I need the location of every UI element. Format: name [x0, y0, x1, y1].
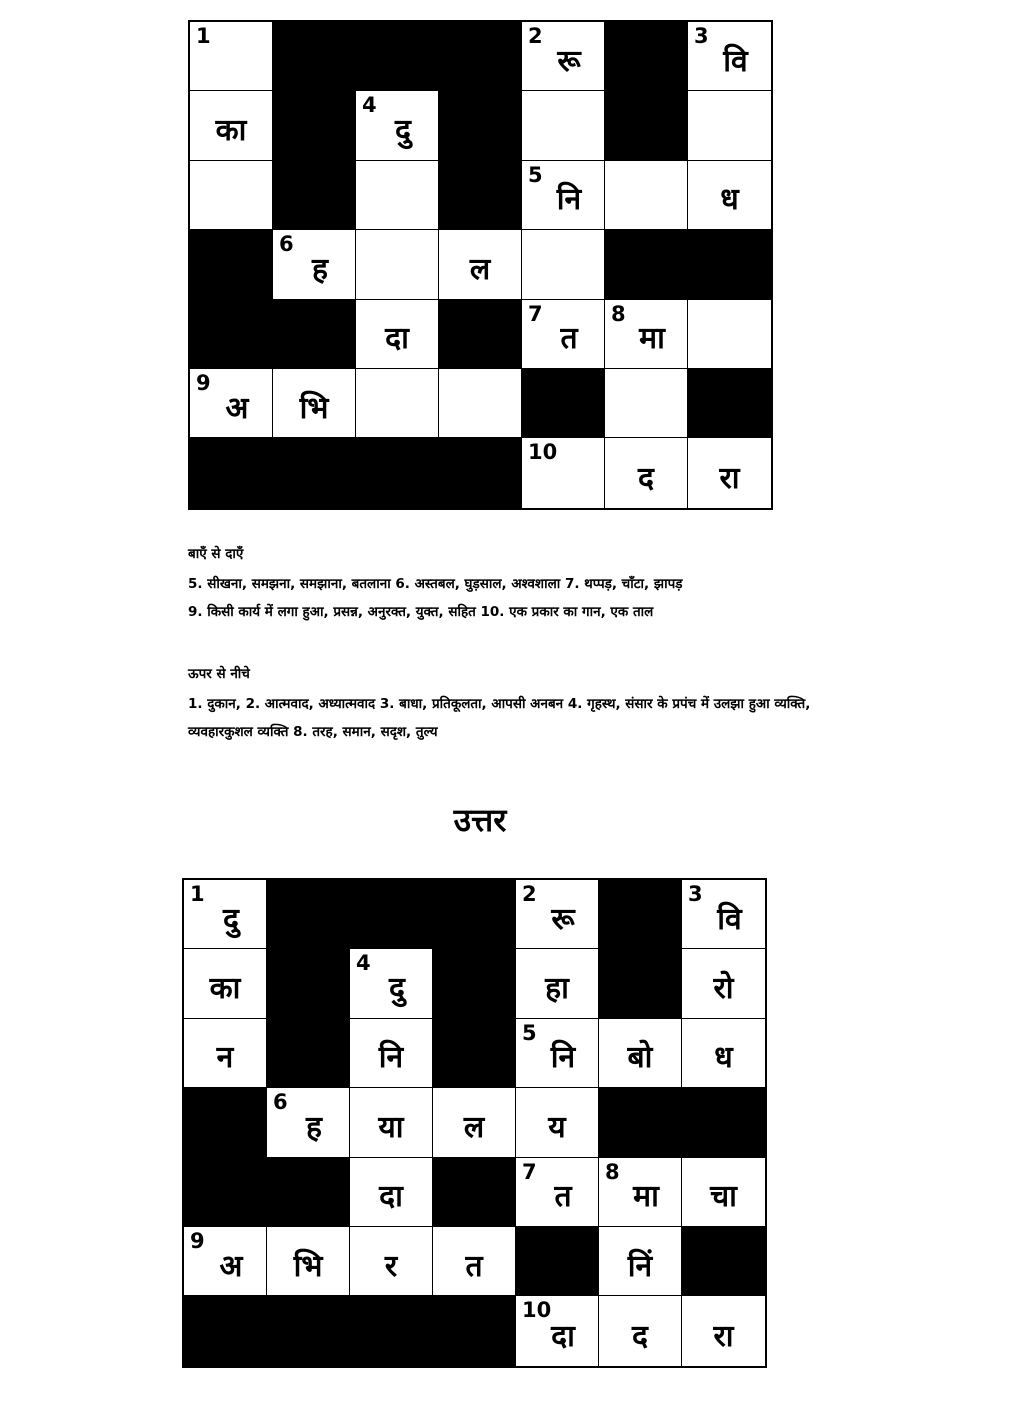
clue-number: 6	[273, 1090, 288, 1115]
black-cell	[605, 91, 688, 160]
clue-number: 5	[528, 162, 543, 187]
white-cell[interactable]	[356, 230, 439, 299]
cell-letter	[356, 161, 438, 229]
cell-letter: नि	[556, 182, 582, 218]
black-cell	[267, 880, 350, 949]
black-cell	[267, 949, 350, 1018]
white-cell[interactable]	[522, 230, 605, 299]
cell-letter: त	[554, 1179, 572, 1215]
white-cell	[516, 1019, 599, 1088]
cell-letter: ल	[463, 1109, 485, 1145]
cell-letter: मा	[633, 1179, 659, 1215]
cell-letter	[688, 91, 771, 159]
across-clues	[188, 540, 828, 626]
white-cell	[350, 949, 433, 1018]
cell-letter: रा	[719, 460, 740, 496]
clue-number: 5	[522, 1020, 537, 1045]
black-cell	[599, 949, 682, 1018]
cell-letter	[522, 230, 604, 298]
white-cell	[184, 949, 267, 1018]
white-cell	[184, 1019, 267, 1088]
white-cell	[350, 1019, 433, 1088]
cell-letter	[356, 369, 438, 437]
across-clue-line: 9. किसी कार्य में लगा हुआ, प्रसन्न, अनुरक्त, युक्त, सहित 10. एक प्रकार का गान, एक ताल	[188, 604, 654, 620]
white-cell	[682, 1158, 765, 1227]
black-cell	[267, 1019, 350, 1088]
cell-letter: निं	[627, 1248, 653, 1284]
down-heading: ऊपर से नीचे	[188, 666, 250, 682]
cell-letter	[522, 91, 604, 159]
white-cell[interactable]	[190, 161, 273, 230]
black-cell	[682, 1088, 765, 1157]
cell-letter: वि	[717, 901, 742, 937]
white-cell[interactable]	[522, 22, 605, 91]
black-cell	[439, 161, 522, 230]
white-cell[interactable]	[190, 22, 273, 91]
cell-letter: त	[560, 321, 578, 357]
cell-letter: न	[216, 1040, 234, 1076]
white-cell	[682, 880, 765, 949]
cell-letter: द	[632, 1318, 648, 1354]
clue-number: 1	[190, 882, 205, 906]
white-cell[interactable]	[605, 161, 688, 230]
cell-letter: या	[378, 1109, 404, 1145]
cell-letter: अ	[225, 390, 249, 426]
cell-letter: रू	[551, 901, 575, 937]
black-cell	[605, 230, 688, 299]
black-cell	[433, 1019, 516, 1088]
cell-letter: दु	[395, 113, 411, 149]
white-cell	[516, 1088, 599, 1157]
cell-letter: भि	[293, 1248, 323, 1284]
across-heading: बाएँ से दाएँ	[188, 546, 244, 562]
cell-letter	[605, 369, 687, 437]
clue-number: 8	[611, 301, 626, 326]
black-cell	[184, 1158, 267, 1227]
cell-letter: दु	[389, 971, 405, 1007]
black-cell	[190, 230, 273, 299]
white-cell[interactable]	[522, 91, 605, 160]
white-cell[interactable]	[522, 161, 605, 230]
black-cell	[433, 880, 516, 949]
clue-number: 10	[522, 1298, 552, 1323]
black-cell	[350, 880, 433, 949]
clue-number: 3	[694, 24, 709, 48]
white-cell[interactable]	[688, 438, 771, 507]
black-cell	[439, 22, 522, 91]
cell-letter: चा	[710, 1179, 737, 1215]
cell-letter	[356, 230, 438, 298]
black-cell	[516, 1227, 599, 1296]
clue-number: 7	[528, 301, 543, 326]
black-cell	[273, 300, 356, 369]
black-cell	[267, 1158, 350, 1227]
cell-letter: त	[465, 1248, 483, 1284]
clue-number: 2	[528, 24, 543, 48]
clue-number: 7	[522, 1159, 537, 1184]
black-cell	[433, 1158, 516, 1227]
white-cell[interactable]	[439, 369, 522, 438]
white-cell	[599, 1227, 682, 1296]
white-cell[interactable]	[356, 91, 439, 160]
white-cell[interactable]	[356, 300, 439, 369]
white-cell[interactable]	[522, 300, 605, 369]
clue-number: 8	[605, 1159, 620, 1184]
black-cell	[688, 369, 771, 438]
white-cell	[267, 1227, 350, 1296]
cell-letter	[439, 369, 521, 437]
white-cell[interactable]	[605, 369, 688, 438]
cell-letter: ह	[312, 251, 328, 287]
clue-number: 4	[362, 93, 377, 118]
cell-letter: दु	[223, 901, 239, 937]
black-cell	[688, 230, 771, 299]
white-cell[interactable]	[688, 161, 771, 230]
white-cell	[267, 1088, 350, 1157]
black-cell	[350, 1296, 433, 1365]
white-cell	[433, 1227, 516, 1296]
white-cell[interactable]	[605, 300, 688, 369]
black-cell	[184, 1088, 267, 1157]
white-cell	[599, 1019, 682, 1088]
black-cell	[439, 300, 522, 369]
down-clue-text: 1. दुकान, 2. आत्मवाद, अध्यात्मवाद 3. बाधा, प्रतिकूलता, आपसी अनबन 4. गृहस्थ, संसार के प्रपंच में उलझा हुआ व्यक्ति, व्यवहारकुशल व्यक्ति 8. तरह, समान, सदृश, तुल्य	[188, 696, 811, 740]
cell-letter: रो	[713, 971, 734, 1007]
black-cell	[267, 1296, 350, 1365]
cell-letter: य	[548, 1109, 566, 1145]
cell-letter: द	[638, 460, 654, 496]
black-cell	[599, 880, 682, 949]
black-cell	[439, 438, 522, 507]
white-cell[interactable]	[688, 300, 771, 369]
clue-number: 9	[190, 1228, 205, 1253]
white-cell	[516, 949, 599, 1018]
cell-letter: बो	[627, 1040, 653, 1076]
cell-letter: दा	[379, 1179, 403, 1215]
black-cell	[273, 22, 356, 91]
white-cell[interactable]	[356, 161, 439, 230]
black-cell	[356, 22, 439, 91]
white-cell	[184, 880, 267, 949]
cell-letter: दा	[385, 321, 409, 357]
white-cell	[184, 1227, 267, 1296]
white-cell	[516, 1296, 599, 1365]
cell-letter: ह	[306, 1109, 322, 1145]
white-cell	[350, 1088, 433, 1157]
black-cell	[356, 438, 439, 507]
cell-letter	[190, 161, 272, 229]
cell-letter: नि	[550, 1040, 576, 1076]
black-cell	[433, 1296, 516, 1365]
cell-letter: अ	[219, 1248, 243, 1284]
white-cell[interactable]	[356, 369, 439, 438]
cell-letter: वि	[723, 43, 748, 79]
cell-letter	[190, 22, 272, 90]
down-clues	[188, 660, 828, 746]
cell-letter: ल	[469, 251, 491, 287]
puzzle-grid	[188, 20, 773, 510]
white-cell[interactable]	[605, 438, 688, 507]
across-clue-line: 5. सीखना, समझना, समझाना, बतलाना 6. अस्तबल, घुड़साल, अश्वशाला 7. थप्पड़, चाँटा, झापड़	[188, 576, 683, 592]
white-cell[interactable]	[190, 91, 273, 160]
answer-title: उत्तर	[453, 801, 507, 839]
clue-number: 6	[279, 232, 294, 257]
white-cell	[350, 1158, 433, 1227]
white-cell[interactable]	[273, 369, 356, 438]
black-cell	[599, 1088, 682, 1157]
cell-letter	[522, 438, 604, 507]
black-cell	[184, 1296, 267, 1365]
cell-letter: का	[215, 113, 247, 149]
clue-number: 1	[196, 24, 211, 48]
cell-letter: रा	[713, 1318, 734, 1354]
black-cell	[605, 22, 688, 91]
white-cell[interactable]	[688, 22, 771, 91]
cell-letter: मा	[639, 321, 665, 357]
black-cell	[522, 369, 605, 438]
white-cell	[350, 1227, 433, 1296]
cell-letter: का	[209, 971, 241, 1007]
white-cell	[516, 880, 599, 949]
cell-letter: नि	[378, 1040, 404, 1076]
cell-letter: भि	[299, 390, 329, 426]
clue-number: 10	[528, 440, 558, 465]
cell-letter: ध	[720, 182, 739, 218]
white-cell[interactable]	[190, 369, 273, 438]
white-cell[interactable]	[273, 230, 356, 299]
black-cell	[273, 91, 356, 160]
black-cell	[190, 300, 273, 369]
cell-letter	[605, 161, 687, 229]
answer-grid	[182, 878, 767, 1368]
white-cell	[433, 1088, 516, 1157]
clue-number: 9	[196, 370, 211, 395]
cell-letter: दा	[551, 1318, 575, 1354]
white-cell[interactable]	[688, 91, 771, 160]
cell-letter: हा	[545, 971, 569, 1007]
black-cell	[190, 438, 273, 507]
black-cell	[273, 161, 356, 230]
clue-number: 3	[688, 882, 703, 906]
white-cell[interactable]	[439, 230, 522, 299]
white-cell	[599, 1296, 682, 1365]
white-cell	[682, 1296, 765, 1365]
black-cell	[682, 1227, 765, 1296]
white-cell[interactable]	[522, 438, 605, 507]
white-cell	[682, 1019, 765, 1088]
cell-letter: र	[384, 1248, 398, 1284]
black-cell	[433, 949, 516, 1018]
cell-letter: रू	[557, 43, 581, 79]
clue-number: 2	[522, 882, 537, 906]
clue-number: 4	[356, 951, 371, 976]
white-cell	[599, 1158, 682, 1227]
black-cell	[439, 91, 522, 160]
cell-letter	[688, 300, 771, 368]
black-cell	[273, 438, 356, 507]
white-cell	[516, 1158, 599, 1227]
cell-letter: ध	[714, 1040, 733, 1076]
white-cell	[682, 949, 765, 1018]
